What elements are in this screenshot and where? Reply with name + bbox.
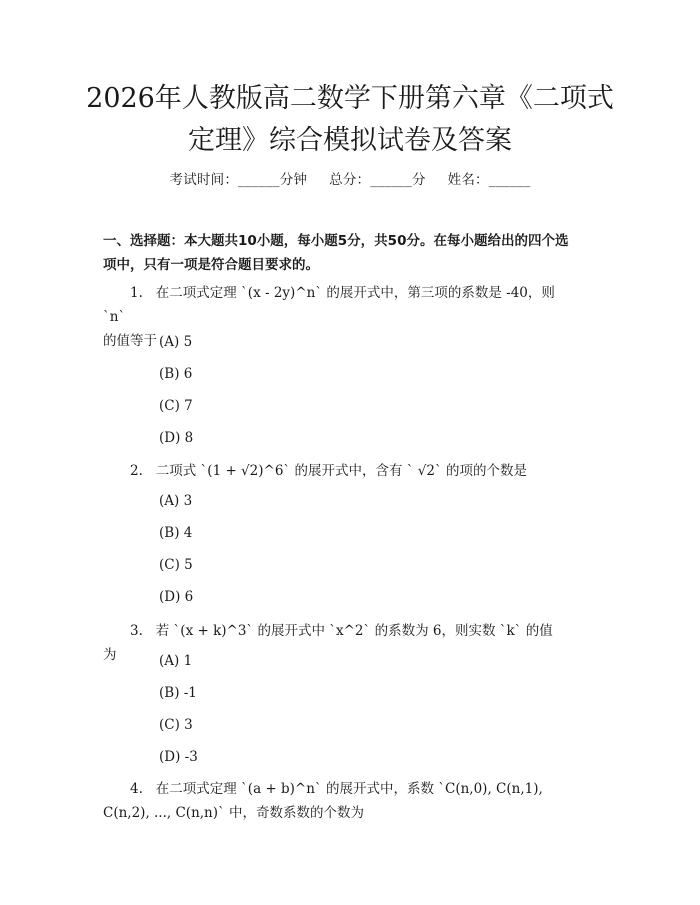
question-number: 2. bbox=[130, 463, 143, 479]
q3-option-b[interactable]: (B) -1 bbox=[159, 685, 197, 701]
exam-title bbox=[60, 78, 640, 162]
question-stem-line-1: 若 `(x + k)^3` 的展开式中 `x^2` 的系数为 6，则实数 `k` 的值为 bbox=[103, 623, 553, 663]
question-number: 4. bbox=[130, 781, 143, 797]
question-stem-line-1: 在二项式定理 `(a + b)^n` 的展开式中，系数 `C(n,0), C(n,1), bbox=[155, 781, 543, 797]
q2-option-d[interactable]: (D) 6 bbox=[159, 589, 194, 605]
question-stem-line-1: 二项式 `(1 + √2)^6` 的展开式中，含有 ` √2` 的项的个数是 bbox=[155, 463, 528, 479]
q3-option-d[interactable]: (D) -3 bbox=[159, 749, 198, 765]
question-number: 3. bbox=[130, 623, 143, 639]
question-stem-line-2: 的值等于 bbox=[103, 333, 157, 349]
q3-option-a[interactable]: (A) 1 bbox=[159, 653, 193, 669]
question-stem-line-1: 在二项式定理 `(x - 2y)^n` 的展开式中，第三项的系数是 -40，则 `n` bbox=[103, 285, 555, 325]
section-heading-line-1: 一、选择题：本大题共10小题，每小题5分，共50分。在每小题给出的四个选 bbox=[103, 233, 569, 249]
exam-info-line bbox=[0, 168, 700, 188]
question-4 bbox=[103, 777, 573, 825]
q2-option-a[interactable]: (A) 3 bbox=[159, 493, 193, 509]
title-line-1: 2026年人教版高二数学下册第六章《二项式 bbox=[86, 83, 614, 114]
q1-option-b[interactable]: (B) 6 bbox=[159, 366, 193, 382]
question-stem-line-2: C(n,2), ..., C(n,n)` 中，奇数系数的个数为 bbox=[103, 805, 365, 821]
section-heading-line-2: 项中，只有一项是符合题目要求的。 bbox=[103, 257, 319, 273]
q1-option-d[interactable]: (D) 8 bbox=[159, 430, 194, 446]
q1-option-c[interactable]: (C) 7 bbox=[159, 398, 193, 414]
question-number: 1. bbox=[130, 285, 143, 301]
exam-time-label: 考试时间：______分钟 bbox=[169, 172, 308, 188]
name-label: 姓名：______ bbox=[447, 172, 531, 188]
total-score-label: 总分：______分 bbox=[329, 172, 426, 188]
section-heading bbox=[103, 229, 603, 277]
q1-option-a[interactable]: (A) 5 bbox=[159, 334, 193, 350]
q2-option-c[interactable]: (C) 5 bbox=[159, 557, 193, 573]
q3-option-c[interactable]: (C) 3 bbox=[159, 717, 193, 733]
title-line-2: 定理》综合模拟试卷及答案 bbox=[188, 125, 512, 156]
q2-option-b[interactable]: (B) 4 bbox=[159, 525, 193, 541]
question-2 bbox=[103, 459, 563, 483]
